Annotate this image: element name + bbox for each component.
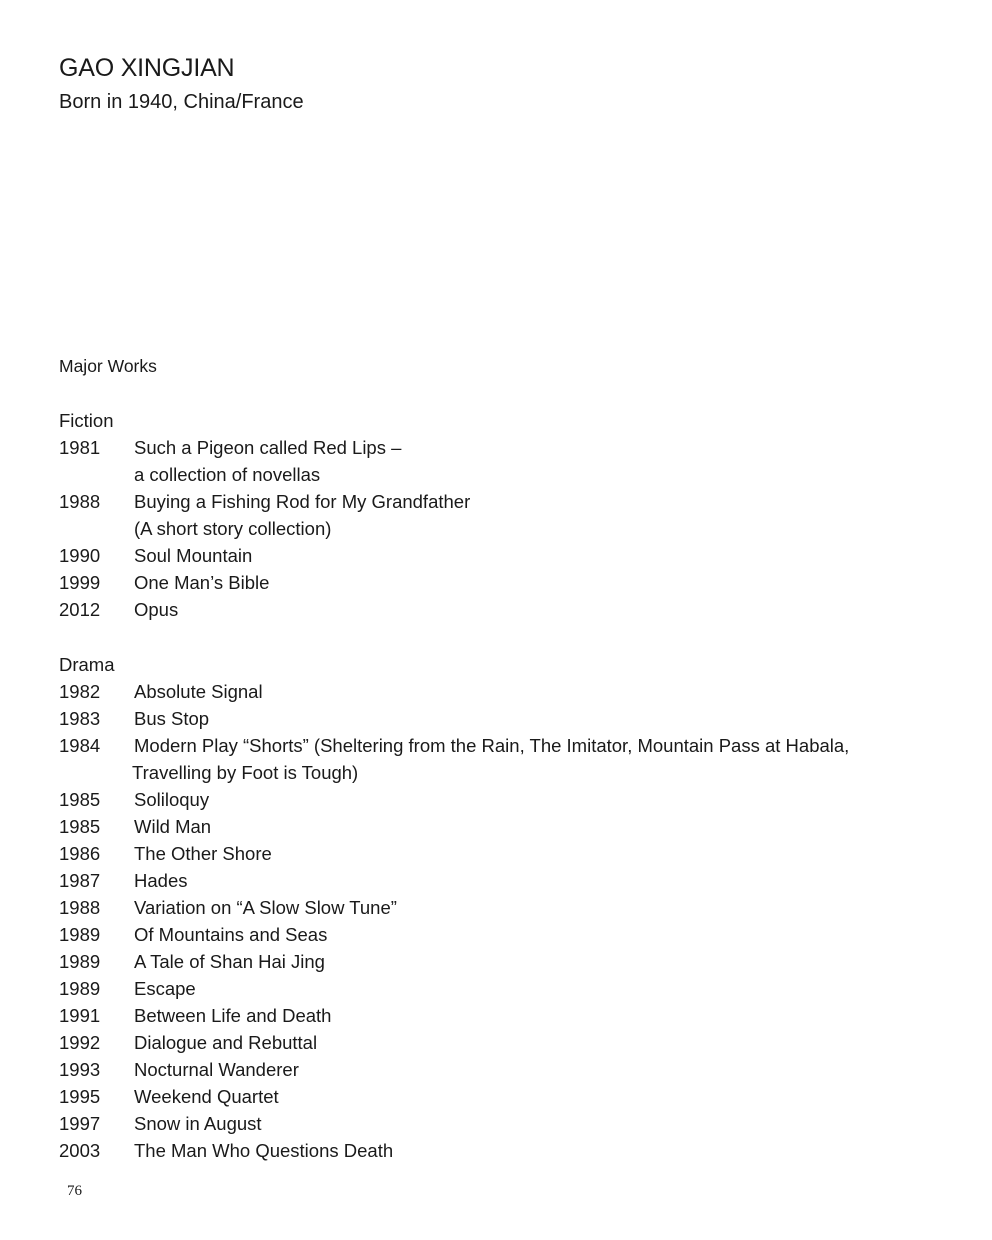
work-year: 1985 [59,789,101,810]
work-title [134,596,178,623]
work-title-line: Variation on “A Slow Slow Tune” [134,897,397,918]
work-year: 1991 [59,1005,101,1026]
work-entry [59,948,939,975]
author-birth-info: Born in 1940, China/France [59,91,304,113]
work-entry [59,921,939,948]
work-year: 1989 [59,924,101,945]
work-title-line: Dialogue and Rebuttal [134,1032,318,1053]
work-year: 1993 [59,1059,101,1080]
work-year: 1981 [59,437,101,458]
work-title [134,1110,262,1137]
work-title-line: Of Mountains and Seas [134,924,328,945]
work-title-line: Absolute Signal [134,681,263,702]
work-title-line: Travelling by Foot is Tough) [132,762,359,783]
work-title [134,813,211,840]
work-title [134,488,470,542]
work-title-line: Modern Play “Shorts” (Sheltering from the Rain, The Imitator, Mountain Pass at Habala, [134,735,850,756]
work-title-line: Escape [134,978,196,999]
fiction-list [59,434,939,623]
work-year: 1992 [59,1032,101,1053]
work-entry [59,867,939,894]
work-title-line: A Tale of Shan Hai Jing [134,951,325,972]
work-entry [59,732,939,786]
work-title-line: Between Life and Death [134,1005,332,1026]
work-title [134,786,209,813]
work-year: 1989 [59,978,101,999]
work-year: 1995 [59,1086,101,1107]
work-entry [59,1083,939,1110]
work-year: 1984 [59,735,101,756]
work-title [134,732,849,786]
work-title-line: a collection of novellas [134,464,321,485]
work-year: 1983 [59,708,101,729]
work-entry [59,542,939,569]
work-year: 1989 [59,951,101,972]
work-year: 2012 [59,599,101,620]
work-title [134,1056,299,1083]
work-entry [59,894,939,921]
work-entry [59,434,939,488]
work-entry [59,596,939,623]
work-title-line: The Other Shore [134,843,272,864]
work-entry [59,975,939,1002]
work-title [134,705,209,732]
work-title [134,1083,279,1110]
fiction-section [59,407,939,623]
work-title [134,678,263,705]
work-title-line: Wild Man [134,816,212,837]
work-year: 1982 [59,681,101,702]
work-title [134,569,269,596]
work-title [134,1137,393,1164]
work-year: 1997 [59,1113,101,1134]
work-entry [59,813,939,840]
work-title [134,840,272,867]
work-year: 1985 [59,816,101,837]
work-entry [59,1029,939,1056]
work-title [134,921,327,948]
work-title-line: One Man’s Bible [134,572,270,593]
work-title [134,867,187,894]
work-entry [59,786,939,813]
work-entry [59,1056,939,1083]
work-title-line: Nocturnal Wanderer [134,1059,299,1080]
work-entry [59,1002,939,1029]
work-title-line: Soul Mountain [134,545,253,566]
work-title-line: Weekend Quartet [134,1086,279,1107]
work-year: 1990 [59,545,101,566]
work-entry [59,1137,939,1164]
page-number: 76 [67,1183,82,1199]
work-entry [59,569,939,596]
work-year: 1988 [59,491,101,512]
work-year: 1986 [59,843,101,864]
drama-list [59,678,939,1164]
work-entry [59,678,939,705]
work-title [134,975,196,1002]
drama-section [59,651,939,1164]
work-entry [59,1110,939,1137]
work-title [134,1002,331,1029]
work-year: 1987 [59,870,101,891]
work-title [134,1029,317,1056]
work-title [134,948,325,975]
work-title-line: Such a Pigeon called Red Lips – [134,437,402,458]
work-title [134,434,401,488]
work-title-line: Soliloquy [134,789,210,810]
work-title [134,894,397,921]
major-works-heading: Major Works [59,356,157,376]
work-title-line: Bus Stop [134,708,210,729]
work-title-line: Buying a Fishing Rod for My Grandfather [134,491,471,512]
work-title [134,542,252,569]
work-year: 1999 [59,572,101,593]
work-title-line: Snow in August [134,1113,262,1134]
work-year: 2003 [59,1140,101,1161]
drama-heading: Drama [59,654,115,675]
work-entry [59,840,939,867]
work-entry [59,705,939,732]
work-entry [59,488,939,542]
fiction-heading: Fiction [59,410,114,431]
work-title-line: Hades [134,870,188,891]
author-name: GAO XINGJIAN [59,54,235,82]
work-title-line: Opus [134,599,179,620]
work-title-line: (A short story collection) [134,518,332,539]
work-title-line: The Man Who Questions Death [134,1140,394,1161]
work-year: 1988 [59,897,101,918]
